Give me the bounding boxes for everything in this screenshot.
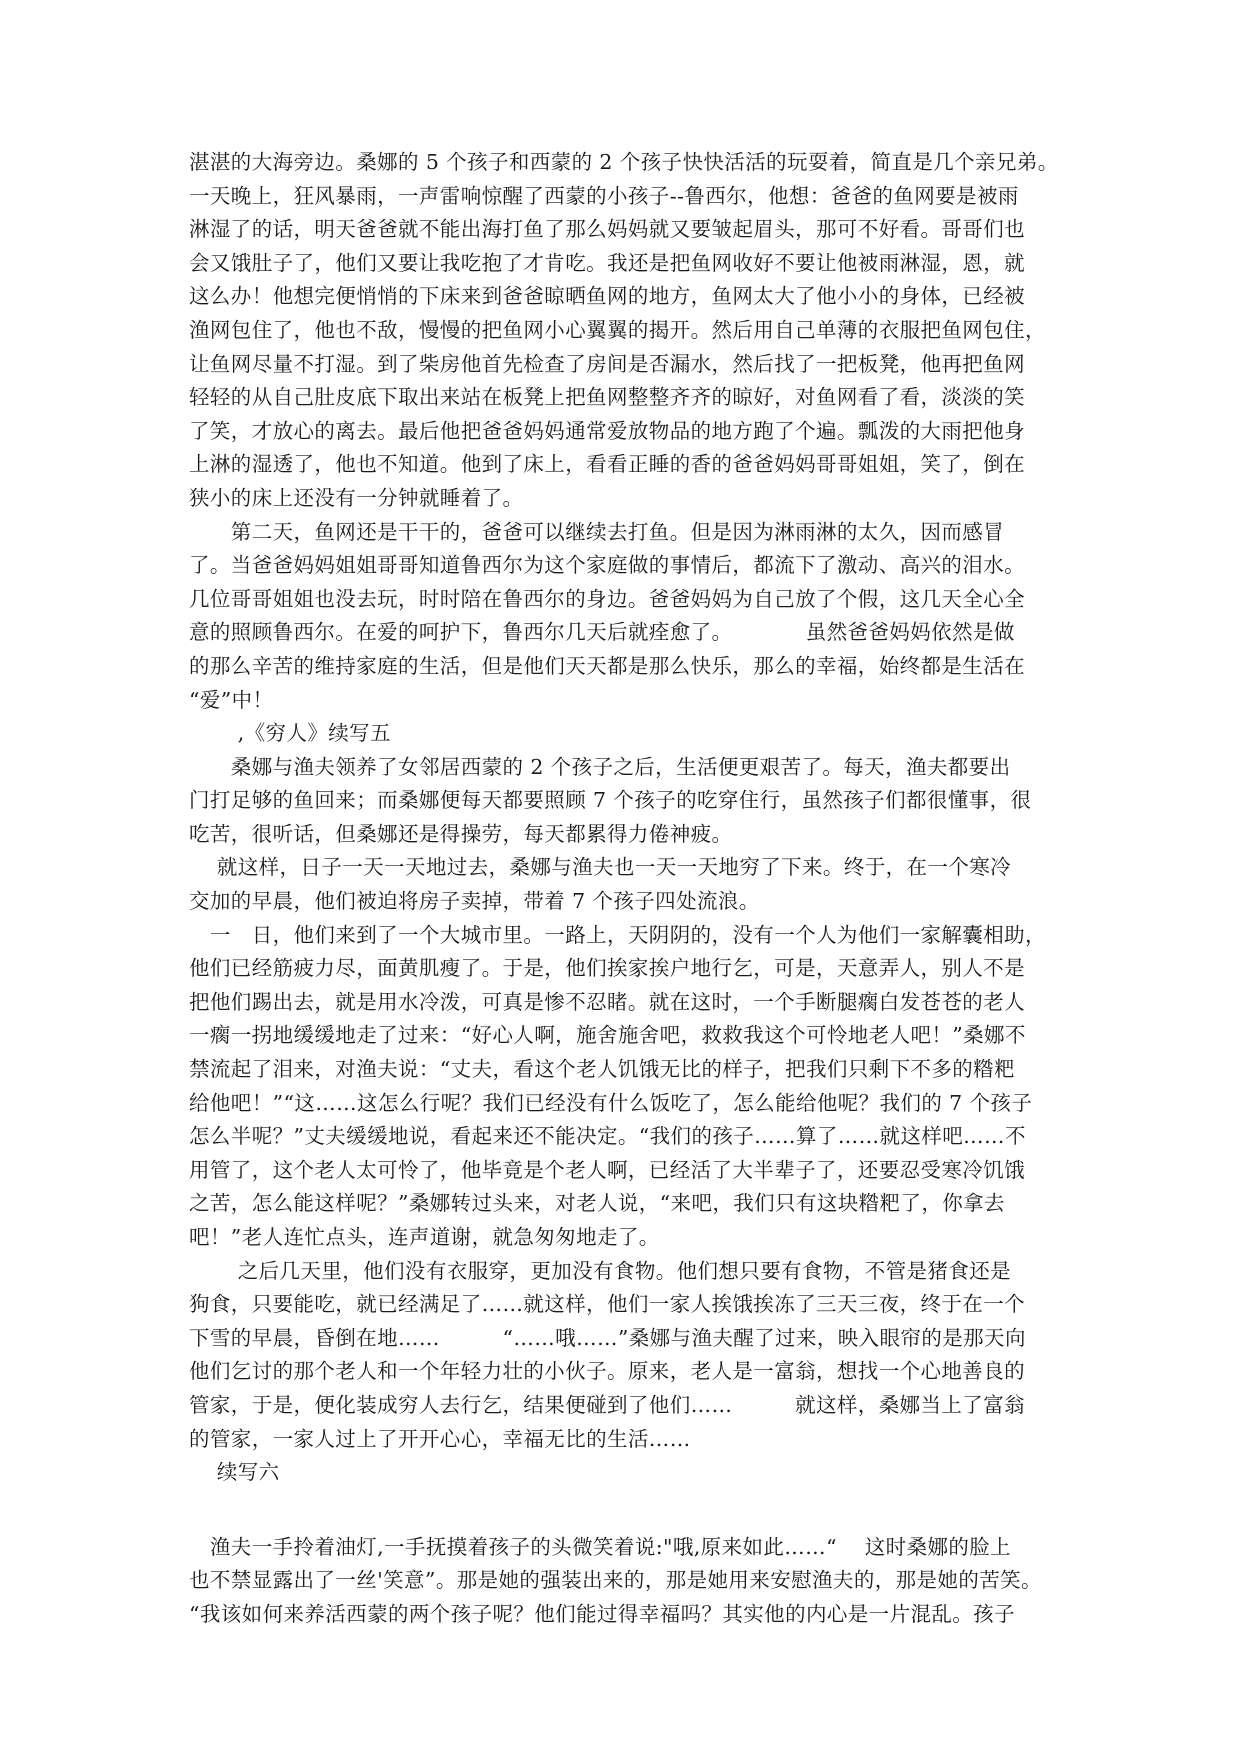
text-line: 给他吧！”“这……这怎么行呢？我们已经没有什么饭吃了，怎么能给他呢？我们的 7 个孩子 bbox=[189, 1090, 1033, 1115]
text-line: 了笑，才放心的离去。最后他把爸爸妈妈通常爱放物品的地方跑了个遍。瓢泼的大雨把他身 bbox=[189, 418, 1025, 443]
text-line: 他们乞讨的那个老人和一个年轻力壮的小伙子。原来，老人是一富翁，想找一个心地善良的 bbox=[189, 1359, 1025, 1384]
text-line: 用管了，这个老人太可怜了，他毕竟是个老人啊，已经活了大半辈子了，还要忍受寒冷饥饿 bbox=[189, 1157, 1025, 1182]
text-line: 一瘸一拐地缓缓地走了过来：“好心人啊，施舍施舍吧，救救我这个可怜地老人吧！”桑娜不 bbox=[189, 1023, 1026, 1048]
text-line: 这么办！他想完便悄悄的下床来到爸爸晾晒鱼网的地方，鱼网太大了他小小的身体，已经被 bbox=[189, 284, 1025, 309]
text-line: 淋湿了的话，明天爸爸就不能出海打鱼了那么妈妈就又要皱起眉头，那可不好看。哥哥们也 bbox=[189, 217, 1025, 242]
section-heading-5: ,《穷人》续写五 bbox=[189, 721, 391, 746]
text-line: 之后几天里，他们没有衣服穿，更加没有食物。他们想只要有食物，不管是猪食还是 bbox=[189, 1258, 1012, 1283]
text-line: 之苦，怎么能这样呢？”桑娜转过头来，对老人说，“来吧，我们只有这块糌粑了，你拿去 bbox=[189, 1191, 1005, 1216]
text-line: 一天晚上，狂风暴雨，一声雷响惊醒了西蒙的小孩子--鲁西尔，他想：爸爸的鱼网要是被雨 bbox=[189, 183, 1019, 208]
text-line: 湛湛的大海旁边。桑娜的 5 个孩子和西蒙的 2 个孩子快快活活的玩耍着，简直是几个亲兄弟。 bbox=[189, 150, 1059, 174]
text-line: 管家，于是，便化装成穷人去行乞，结果便碰到了他们…… 就这样，桑娜当上了富翁 bbox=[189, 1392, 1025, 1417]
text-line: 几位哥哥姐姐也没去玩，时时陪在鲁西尔的身边。爸爸妈妈为自己放了个假，这几天全心全 bbox=[189, 586, 1025, 611]
text-line: “我该如何来养活西蒙的两个孩子呢？他们能过得幸福吗？其实他的内心是一片混乱。孩子 bbox=[189, 1601, 1015, 1626]
text-line: 也不禁显露出了一丝'笑意”。那是她的强装出来的，那是她用来安慰渔夫的，那是她的苦笑。 bbox=[189, 1568, 1042, 1593]
document-body bbox=[189, 146, 1094, 1632]
text-line: 吧！”老人连忙点头，连声道谢，就急匆匆地走了。 bbox=[189, 1225, 660, 1249]
text-line: 吃苦，很听话，但桑娜还是得操劳，每天都累得力倦神疲。 bbox=[189, 821, 733, 846]
text-line: 桑娜与渔夫领养了女邻居西蒙的 2 个孩子之后，生活便更艰苦了。每天，渔夫都要出 bbox=[189, 754, 1011, 779]
text-line: 上淋的湿透了，他也不知道。他到了床上，看看正睡的香的爸爸妈妈哥哥姐姐，笑了，倒在 bbox=[189, 452, 1025, 477]
text-line: 让鱼网尽量不打湿。到了柴房他首先检查了房间是否漏水，然后找了一把板凳，他再把鱼网 bbox=[189, 351, 1025, 376]
text-line: “爱”中！ bbox=[189, 687, 274, 712]
text-line: 他们已经筋疲力尽，面黄肌瘦了。于是，他们挨家挨户地行乞，可是，天意弄人，别人不是 bbox=[189, 956, 1025, 981]
text-line: 的管家，一家人过上了开开心心，幸福无比的生活…… bbox=[189, 1426, 691, 1451]
text-line: 渔夫一手拎着油灯,一手抚摸着孩子的头微笑着说:"哦,原来如此……“ 这时桑娜的脸上 bbox=[189, 1534, 1012, 1559]
text-line: 就这样，日子一天一天地过去，桑娜与渔夫也一天一天地穷了下来。终于，在一个寒冷 bbox=[189, 855, 1012, 880]
text-line: 的那么辛苦的维持家庭的生活，但是他们天天都是那么快乐，那么的幸福，始终都是生活在 bbox=[189, 653, 1025, 678]
text-line: 门打足够的鱼回来；而桑娜便每天都要照顾 7 个孩子的吃穿住行，虽然孩子们都很懂事，很 bbox=[189, 788, 1032, 813]
text-line: 禁流起了泪来，对渔夫说：“丈夫，看这个老人饥饿无比的样子，把我们只剩下不多的糌粑 bbox=[189, 1057, 1015, 1082]
text-line: 会又饿肚子了，他们又要让我吃抱了才肯吃。我还是把鱼网收好不要让他被雨淋湿，恩，就 bbox=[189, 250, 1025, 275]
text-line: 了。当爸爸妈妈姐姐哥哥知道鲁西尔为这个家庭做的事情后，都流下了激动、高兴的泪水。 bbox=[189, 553, 1025, 578]
text-line: 渔网包住了，他也不敌，慢慢的把鱼网小心翼翼的揭开。然后用自己单薄的衣服把鱼网包住， bbox=[189, 317, 1046, 342]
text-line: 一 日，他们来到了一个大城市里。一路上，天阴阴的，没有一个人为他们一家解囊相助， bbox=[189, 922, 1046, 947]
text-line: 轻轻的从自己肚皮底下取出来站在板凳上把鱼网整整齐齐的晾好，对鱼网看了看，淡淡的笑 bbox=[189, 385, 1025, 410]
section-heading-6: 续写六 bbox=[189, 1460, 280, 1485]
text-line: 狭小的床上还没有一分钟就睡着了。 bbox=[189, 485, 524, 510]
text-line: 下雪的早晨，昏倒在地…… “……哦……”桑娜与渔夫醒了过来，映入眼帘的是那天向 bbox=[189, 1325, 1026, 1350]
text-line: 怎么半呢？”丈夫缓缓地说，看起来还不能决定。“我们的孩子……算了……就这样吧……不 bbox=[189, 1124, 1026, 1149]
text-line: 狗食，只要能吃，就已经满足了……就这样，他们一家人挨饿挨冻了三天三夜，终于在一个 bbox=[189, 1292, 1025, 1317]
text-line: 交加的早晨，他们被迫将房子卖掉，带着 7 个孩子四处流浪。 bbox=[189, 889, 760, 914]
text-line: 第二天，鱼网还是干干的，爸爸可以继续去打鱼。但是因为淋雨淋的太久，因而感冒 bbox=[189, 519, 1005, 544]
text-line: 意的照顾鲁西尔。在爱的呵护下，鲁西尔几天后就痊愈了。 虽然爸爸妈妈依然是做 bbox=[189, 620, 1015, 645]
text-line: 把他们踢出去，就是用水冷泼，可真是惨不忍睹。就在这时，一个手断腿瘸白发苍苍的老人 bbox=[189, 989, 1025, 1014]
paragraph-gap bbox=[189, 1490, 1094, 1531]
